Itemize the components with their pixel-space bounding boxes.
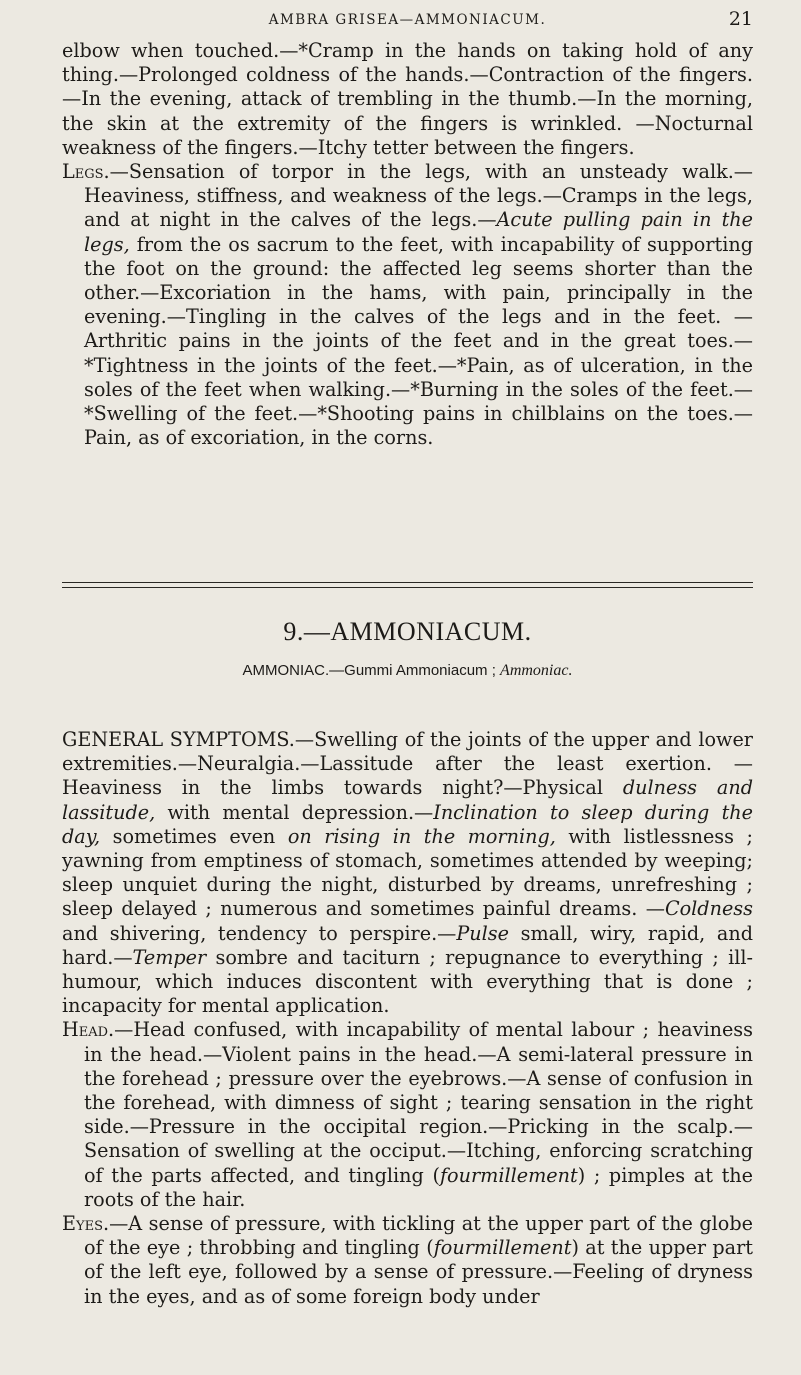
head-italic-1: fourmillement: [439, 1163, 578, 1187]
upper-text-block: [62, 39, 753, 450]
general-italic-4: Coldness: [664, 897, 753, 921]
running-title: AMBRA GRISEA—AMMONIACUM.: [268, 12, 547, 28]
legs-label: Legs.: [62, 160, 110, 184]
general-text-6: small, wiry, rapid, and hard.—: [62, 921, 753, 969]
head-paragraph: [62, 1018, 753, 1212]
subtitle-plain: AMMONIAC.—Gummi Ammoniacum ;: [242, 662, 501, 679]
rule-line-2: [62, 587, 753, 588]
legs-text-1: —Sensation of torpor in the legs, with an unsteady walk.— Heaviness, stiffness, and weakness of the legs.—Cramps in the legs, and at night in the calves of the legs.—: [84, 160, 753, 232]
legs-text-2: from the os sacrum to the feet, with incapability of supporting the foot on the ground: the affected leg seems shorter than the other.—Excoriation in the hams, with pain, principally in the evening.—Tingling in the calves of the legs and in the feet. —Arthritic pains in the joints of the feet and in the great toes.— *Tightness in the joints of the feet.—*Pain, as of ulceration, in the soles of the feet when walking.—*Burning in the soles of the feet.—*Swelling of the feet.—*Shooting pains in chilblains on the toes.—Pain, as of excoriation, in the corns.: [84, 232, 753, 450]
eyes-italic-1: fourmillement: [433, 1236, 572, 1260]
rule-line-1: [62, 582, 753, 583]
eyes-label: Eyes.: [62, 1212, 110, 1236]
fingers-paragraph: elbow when touched.—*Cramp in the hands on taking hold of any thing.—Prolonged coldness of the hands.—Contraction of the fingers.—In the evening, attack of trembling in the thumb.—In the morning, the skin at the extremity of the fingers is wrinkled. —Nocturnal weakness of the fingers.—Itchy tetter between the fingers.: [62, 39, 753, 159]
eyes-text-2: ) at the upper part of the left eye, followed by a sense of pressure.—Feeling of dryness in the eyes, and as of some foreign body under: [84, 1236, 753, 1308]
head-text-1: —Head confused, with incapability of mental labour ; heaviness in the head.—Violent pains in the head.—A semi-lateral pressure in the forehead ; pressure over the eyebrows.—A sense of confusion in the forehead, with dimness of sight ; tearing sensation in the right side.—Pressure in the occipital region.—Pricking in the scalp.—Sensation of swelling at the occiput.—Itching, enforcing scratching of the parts affected, and tingling (: [84, 1018, 753, 1187]
general-italic-6: Temper: [132, 945, 207, 969]
general-italic-3: on rising in the morning,: [287, 824, 556, 848]
general-symptoms-paragraph: [62, 728, 753, 1018]
eyes-text-1: —A sense of pressure, with tickling at the upper part of the globe of the eye ; throbbing and tingling (: [84, 1212, 753, 1260]
lower-text-block: [62, 728, 753, 1309]
head-label: Head.: [62, 1018, 115, 1042]
general-text-2: with mental depression.—: [155, 800, 434, 824]
eyes-paragraph: [62, 1212, 753, 1309]
general-label: GENERAL SYMPTOMS.: [62, 728, 295, 751]
general-text-1: —Swelling of the joints of the upper and lower extremities.—Neuralgia.—Lassitude after the least exertion. —Heaviness in the limbs towards night?—Physical: [62, 728, 753, 800]
general-text-5: and shivering, tendency to perspire.—: [62, 921, 457, 945]
legs-italic-1: Acute pulling pain in the legs,: [84, 208, 753, 256]
general-italic-1: dulness and lassitude,: [62, 776, 753, 824]
page-number: 21: [728, 8, 753, 30]
section-heading: 9.—AMMONIACUM.: [283, 617, 532, 646]
running-head: [62, 10, 753, 34]
general-text-3: sometimes even: [100, 824, 288, 848]
section-subtitle: [62, 662, 753, 680]
head-text-2: ) ; pimples at the roots of the hair.: [84, 1163, 754, 1211]
legs-paragraph: [62, 160, 753, 450]
general-text-7: sombre and taciturn ; repugnance to everything ; ill-humour, which induces discontent with everything that is done ; incapacity for mental application.: [62, 945, 753, 1018]
section-divider: [62, 582, 753, 592]
general-italic-2: Inclination to sleep during the day,: [62, 800, 753, 848]
general-italic-5: Pulse: [456, 921, 509, 945]
subtitle-italic: Ammoniac.: [500, 662, 573, 679]
general-text-4: with listlessness ; yawning from emptiness of stomach, sometimes attended by weeping; sleep unquiet during the night, disturbed by dreams, unrefreshing ; sleep delayed ; numerous and sometimes painful dreams. —: [62, 824, 753, 921]
